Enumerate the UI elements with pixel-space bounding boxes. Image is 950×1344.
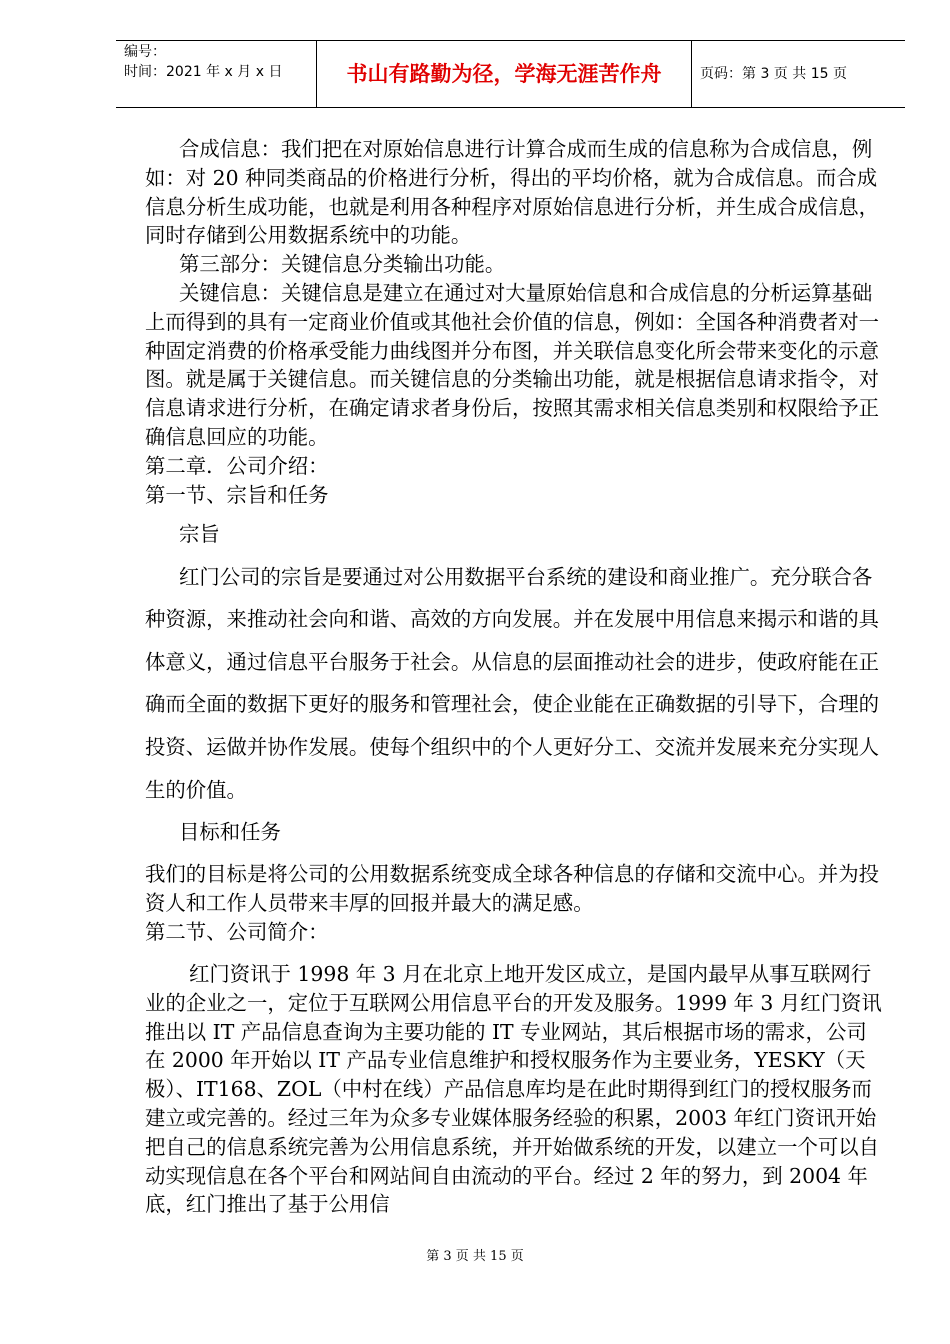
goals-heading: 目标和任务 [179, 820, 281, 845]
company-intro-body: 红门资讯于 1998 年 3 月在北京上地开发区成立，是国内最早从事互联网行业的企业之一，定位于互联网公用信息平台的开发及服务。1999 年 3 月红门资讯推出以 IT 产品信息查询为主要功能的 IT 专业网站，其后根据市场的需求，公司在 2000 年开始以 IT 产品专业信息维护和授权服务作为主要业务，YESKY（天极）、IT168、ZOL（中村在线）产品信息库均是在此时期得到红门的授权服务而建立或完善的。经过三年为众多专业媒体服务经验的积累，2003 年红门资讯开始把自己的信息系统完善为公用信息系统，并开始做系统的开发，以建立一个可以自动实现信息在各个平台和网站间自由流动的平台。经过 2 年的努力，到 2004 年底，红门推出了基于公用信 [145, 962, 882, 1217]
page-footer: 第 3 页 共 15 页 [426, 1249, 524, 1264]
paragraph-part-three: 第三部分：关键信息分类输出功能。 [179, 252, 506, 277]
section-key-info [145, 135, 885, 509]
section-company-intro [145, 960, 885, 1219]
chapter-heading: 第二章．公司介绍： [145, 453, 329, 478]
header-number-label: 编号： [124, 44, 166, 60]
section-heading-purpose-tasks: 第一节、宗旨和任务 [145, 482, 329, 507]
header-divider-left [316, 40, 317, 108]
section-heading-company-intro: 第二节、公司简介： [145, 919, 329, 944]
header-bottom-rule [116, 107, 905, 108]
section-goals [145, 860, 885, 946]
goals-body: 我们的目标是将公司的公用数据系统变成全球各种信息的存储和交流中心。并为投资人和工作人员带来丰厚的回报并最大的满足感。 [145, 862, 880, 915]
paragraph-key-info: 关键信息：关键信息是建立在通过对大量原始信息和合成信息的分析运算基础上而得到的具有一定商业价值或其他社会价值的信息，例如：全国各种消费者对一种固定消费的价格承受能力曲线图并分布图，并关联信息变化所会带来变化的示意图。就是属于关键信息。而关键信息的分类输出功能，就是根据信息请求指令，对信息请求进行分析，在确定请求者身份后，按照其需求相关信息类别和权限给予正确信息回应的功能。 [145, 280, 880, 449]
header-divider-right [691, 40, 692, 108]
page-header [116, 40, 905, 108]
purpose-heading: 宗旨 [179, 522, 220, 546]
header-time-label: 时间：2021 年 x 月 x 日 [124, 64, 283, 80]
paragraph-synthesized-info: 合成信息：我们把在对原始信息进行计算合成而生成的信息称为合成信息，例如：对 20 种同类商品的价格进行分析，得出的平均价格，就为合成信息。而合成信息分析生成功能，也就是利用各种程序对原始信息进行分析，并生成合成信息，同时存储到公用数据系统中的功能。 [145, 137, 880, 248]
section-purpose [145, 513, 885, 854]
header-page-info: 页码：第 3 页 共 15 页 [700, 66, 847, 82]
purpose-body: 红门公司的宗旨是要通过对公用数据平台系统的建设和商业推广。充分联合各种资源，来推动社会向和谐、高效的方向发展。并在发展中用信息来揭示和谐的具体意义，通过信息平台服务于社会。从信息的层面推动社会的进步，使政府能在正确而全面的数据下更好的服务和管理社会，使企业能在正确数据的引导下，合理的投资、运做并协作发展。使每个组织中的个人更好分工、交流并发展来充分实现人生的价值。 [145, 564, 880, 802]
header-top-rule [116, 40, 905, 41]
header-motto: 书山有路勤为径，学海无涯苦作舟 [346, 61, 662, 86]
header-meta [124, 42, 282, 82]
